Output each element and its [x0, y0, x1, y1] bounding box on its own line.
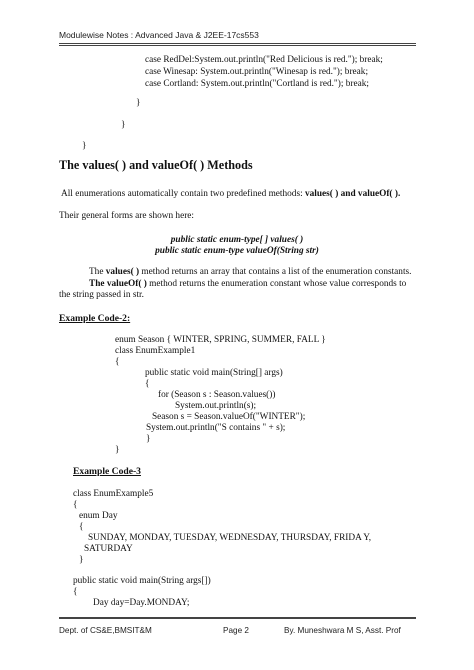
code-line: } — [121, 120, 126, 130]
footer-dept: Dept. of CS&E,BMSIT&M — [59, 626, 152, 635]
section-title: The values( ) and valueOf( ) Methods — [59, 158, 253, 172]
valueof-description-cont: the string passed in str. — [59, 290, 144, 300]
header-rule — [59, 43, 416, 44]
values-description — [89, 267, 411, 278]
code-line: class EnumExample5 — [73, 489, 154, 499]
code-line: public static void main(String args[]) — [73, 576, 211, 586]
code-line: } — [146, 434, 151, 444]
code-line: { — [115, 357, 120, 367]
code-line: { — [79, 522, 84, 532]
intro-text: All enumerations automatically contain two predefined methods: — [61, 189, 305, 199]
footer-author: By. Muneshwara M S, Asst. Prof — [284, 626, 401, 635]
text-run: method returns the enumeration constant whose value corresponds to — [146, 279, 407, 289]
code-line: } — [82, 141, 87, 151]
code-line: SUNDAY, MONDAY, TUESDAY, WEDNESDAY, THURSDAY, FRIDA Y, — [88, 533, 372, 543]
example3-heading: Example Code-3 — [73, 466, 141, 477]
code-line: SATURDAY — [84, 544, 133, 554]
footer-page-number: Page 2 — [223, 626, 249, 635]
code-line: { — [73, 500, 78, 510]
method-name: values( ) — [105, 267, 140, 277]
code-line: enum Day — [79, 511, 118, 521]
example2-heading: Example Code-2: — [59, 313, 131, 324]
footer-rule — [59, 617, 416, 619]
code-line: case Cortland: System.out.println("Cortland is red."); break; — [145, 79, 369, 89]
code-line: Day day=Day.MONDAY; — [93, 598, 190, 608]
code-line: System.out.println(s); — [175, 401, 257, 411]
form-values: public static enum-type[ ] values( ) — [170, 235, 304, 245]
method-name: The valueOf( ) — [89, 279, 147, 289]
code-line: } — [115, 445, 120, 455]
form-valueof: public static enum-type valueOf(String str) — [155, 246, 319, 256]
code-line: { — [73, 587, 78, 597]
code-line: case Winesap: System.out.println("Winesap is red."); break; — [145, 67, 369, 77]
code-line: class EnumExample1 — [115, 346, 196, 356]
code-line: case RedDel:System.out.println("Red Delicious is red."); break; — [145, 55, 383, 65]
code-line: } — [136, 98, 141, 108]
code-line: public static void main(String[] args) — [145, 368, 283, 378]
text-run: method returns an array that contains a list of the enumeration constants. — [139, 267, 412, 277]
code-line: } — [79, 555, 84, 565]
code-line: enum Season { WINTER, SPRING, SUMMER, FALL } — [115, 335, 326, 345]
code-line: Season s = Season.valueOf("WINTER"); — [152, 412, 306, 422]
intro-paragraph — [61, 189, 400, 200]
page-header: Modulewise Notes : Advanced Java & J2EE-17cs553 — [59, 30, 259, 40]
code-line: { — [145, 379, 150, 389]
valueof-description — [89, 279, 406, 290]
forms-intro: Their general forms are shown here: — [59, 211, 195, 221]
header-rule-thin — [59, 45, 416, 46]
text-run: The — [89, 267, 106, 277]
code-line: System.out.println("S contains " + s); — [146, 423, 286, 433]
code-line: for (Season s : Season.values()) — [158, 390, 276, 400]
intro-methods: values( ) and valueOf( ). — [304, 189, 401, 199]
